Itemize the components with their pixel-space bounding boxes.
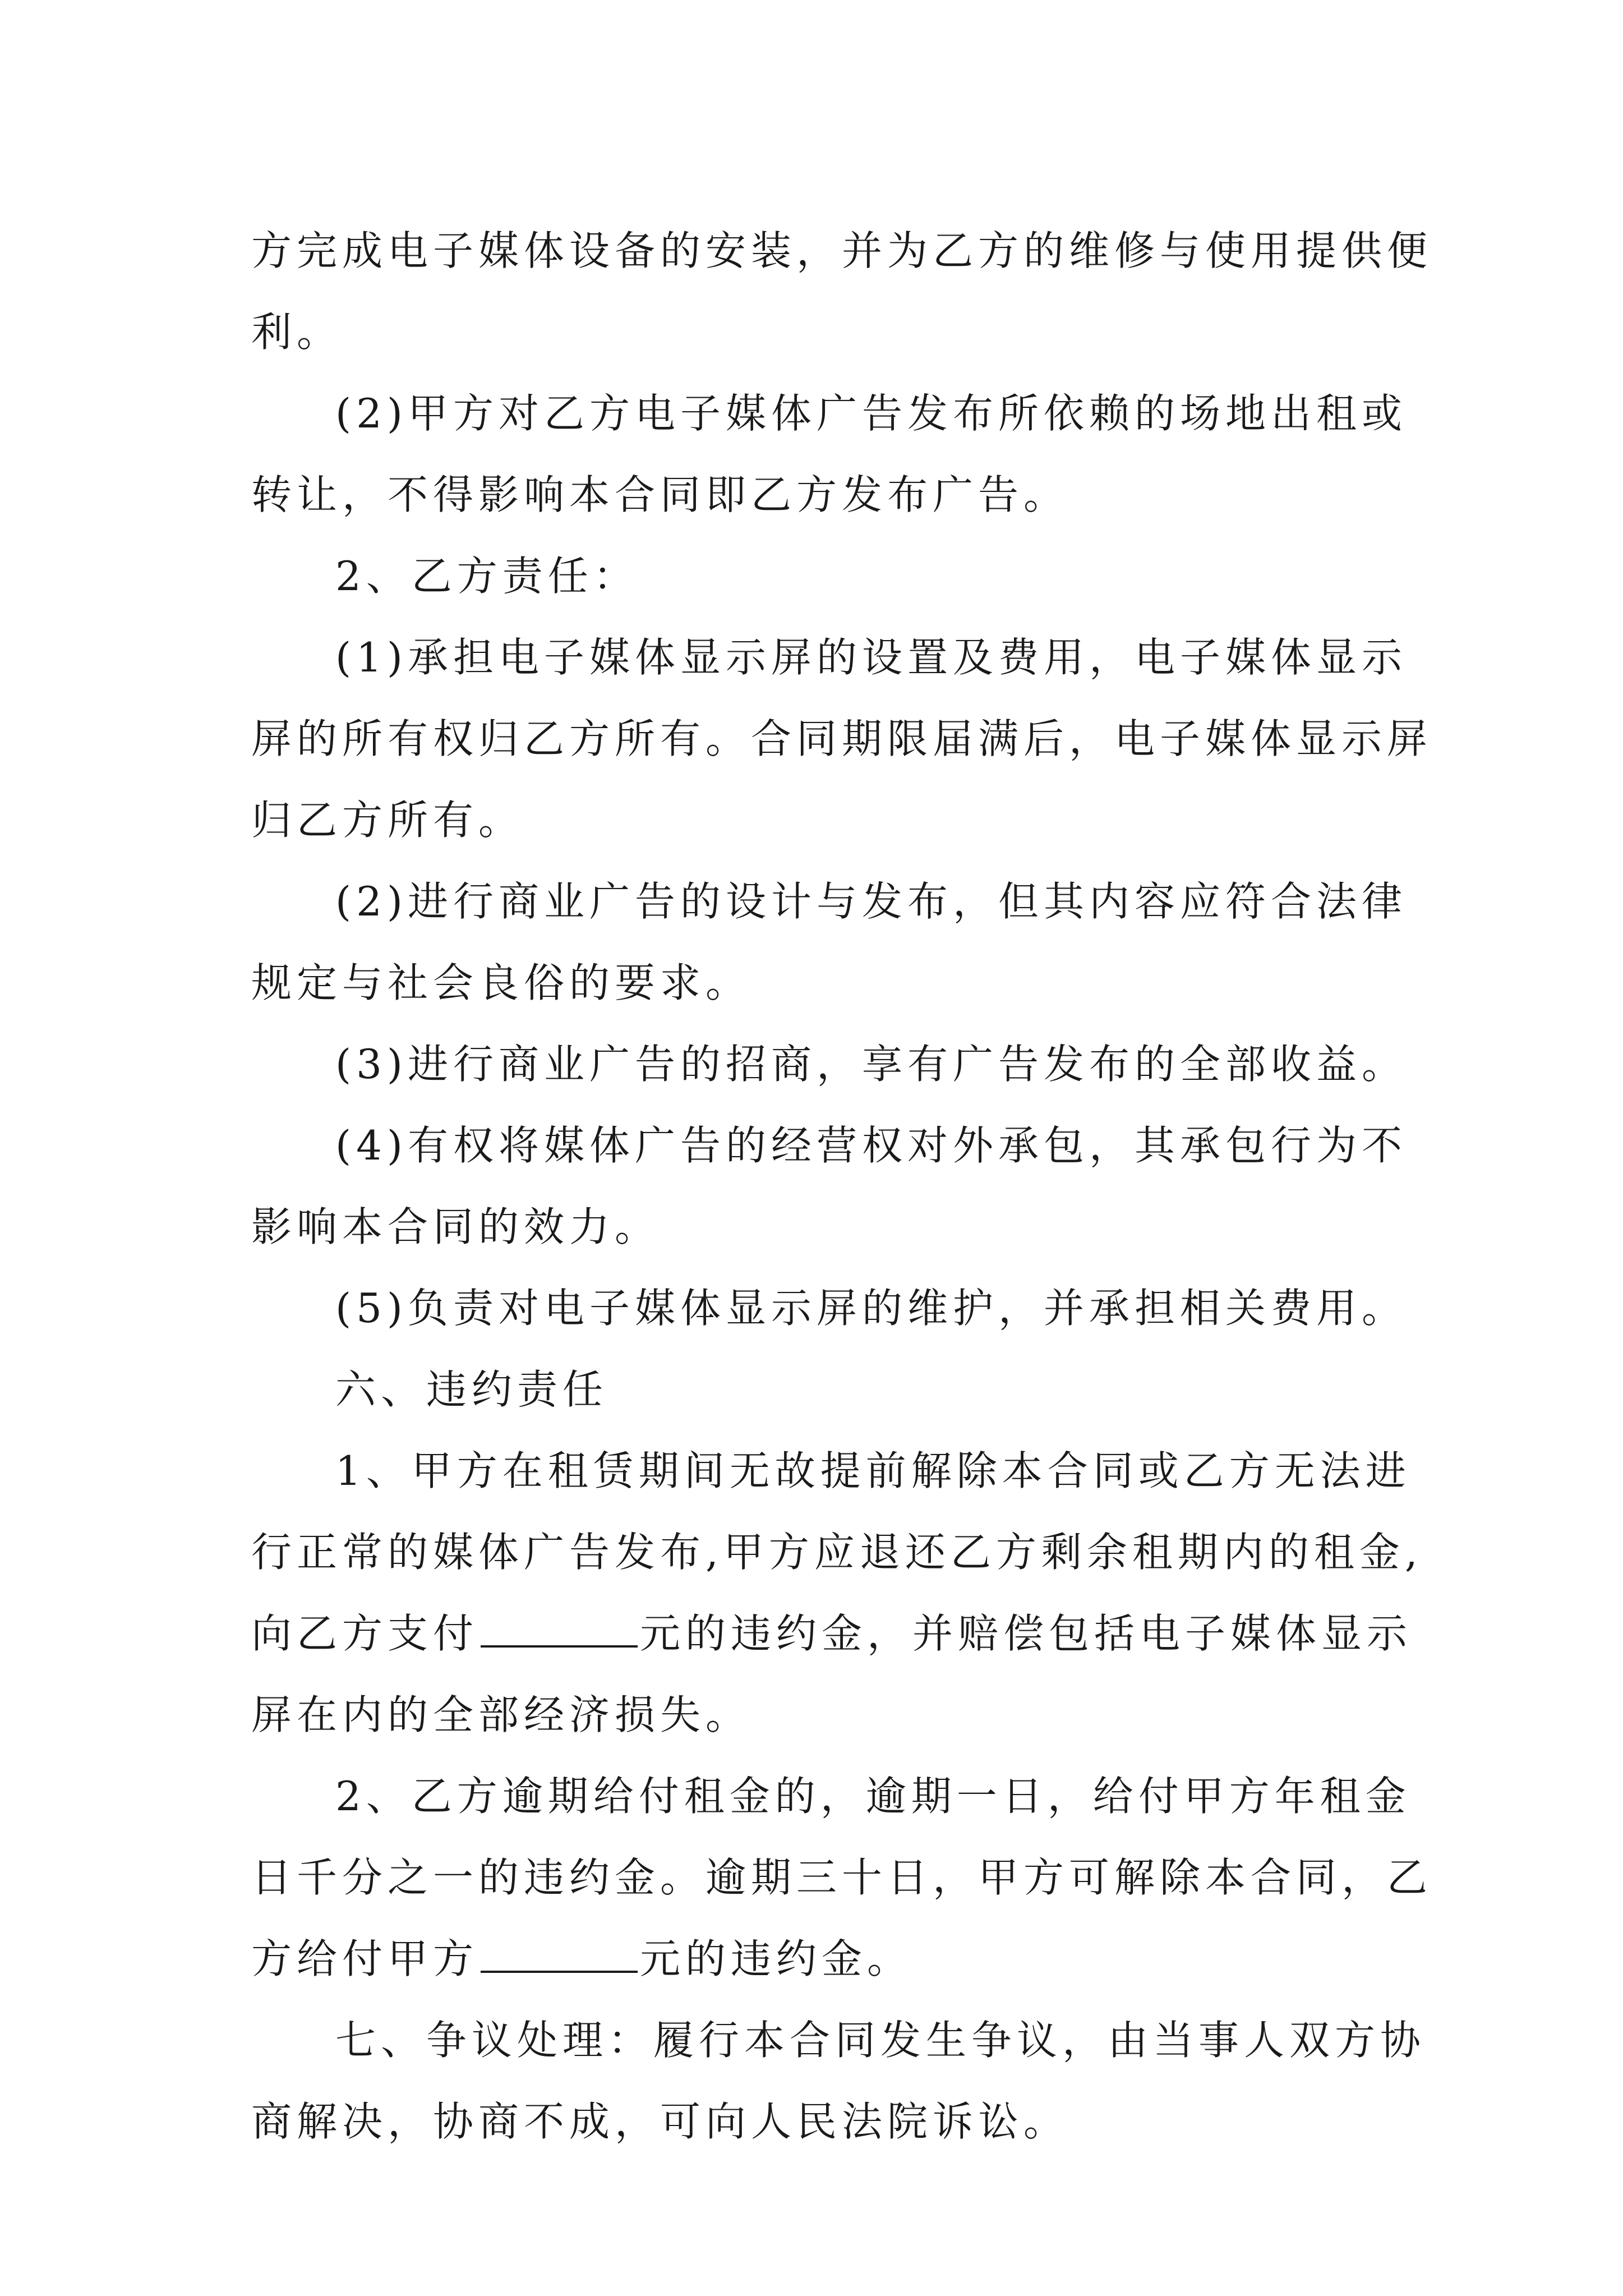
text-line: 方完成电子媒体设备的安装，并为乙方的维修与使用提供便: [251, 227, 1433, 274]
text-line: 影响本合同的效力。: [251, 1203, 661, 1250]
text-line: 屏在内的全部经济损失。: [251, 1691, 751, 1738]
text-line: 商解决，协商不成，可向人民法院诉讼。: [251, 2098, 1069, 2145]
text-line: (3)进行商业广告的招商，享有广告发布的全部收益。: [335, 1041, 1407, 1088]
text-line-with-blank: [251, 1918, 1378, 2000]
text-line: 行正常的媒体广告发布,甲方应退还乙方剩余租期内的租金,: [251, 1529, 1423, 1576]
text-line: 利。: [251, 309, 343, 356]
text-after-blank: 元的违约金，并赔偿包括电子媒体显示: [640, 1610, 1413, 1657]
contract-text: [251, 210, 1433, 2162]
section-heading: 七、争议处理：履行本合同发生争议，由当事人双方协: [335, 2017, 1426, 2064]
section-heading: 六、违约责任: [335, 1366, 608, 1413]
text-line: 2、乙方逾期给付租金的，逾期一日，给付甲方年租金: [335, 1773, 1411, 1820]
text-line: (1)承担电子媒体显示屏的设置及费用，电子媒体显示: [335, 634, 1407, 681]
text-line: (2)甲方对乙方电子媒体广告发布所依赖的场地出租或: [335, 390, 1407, 437]
text-line: 归乙方所有。: [251, 797, 524, 844]
fill-in-blank: [481, 1613, 638, 1648]
text-line: 日千分之一的违约金。逾期三十日，甲方可解除本合同，乙: [251, 1854, 1433, 1901]
text-line: (5)负责对电子媒体显示屏的维护，并承担相关费用。: [335, 1285, 1407, 1332]
text-after-blank: 元的违约金。: [640, 1935, 913, 1982]
text-line: 转让，不得影响本合同即乙方发布广告。: [251, 471, 1069, 518]
text-line: 1、甲方在租赁期间无故提前解除本合同或乙方无法进: [335, 1447, 1411, 1494]
text-line: 屏的所有权归乙方所有。合同期限届满后，电子媒体显示屏: [251, 715, 1433, 762]
text-line: 规定与社会良俗的要求。: [251, 959, 751, 1006]
section-heading: 2、乙方责任：: [335, 553, 639, 600]
text-before-blank: 向乙方支付: [251, 1610, 479, 1657]
text-line-with-blank: [251, 1593, 1413, 1674]
text-before-blank: 方给付甲方: [251, 1935, 479, 1982]
fill-in-blank: [481, 1938, 638, 1973]
text-line: (4)有权将媒体广告的经营权对外承包，其承包行为不: [335, 1122, 1407, 1169]
text-line: (2)进行商业广告的设计与发布，但其内容应符合法律: [335, 878, 1407, 925]
